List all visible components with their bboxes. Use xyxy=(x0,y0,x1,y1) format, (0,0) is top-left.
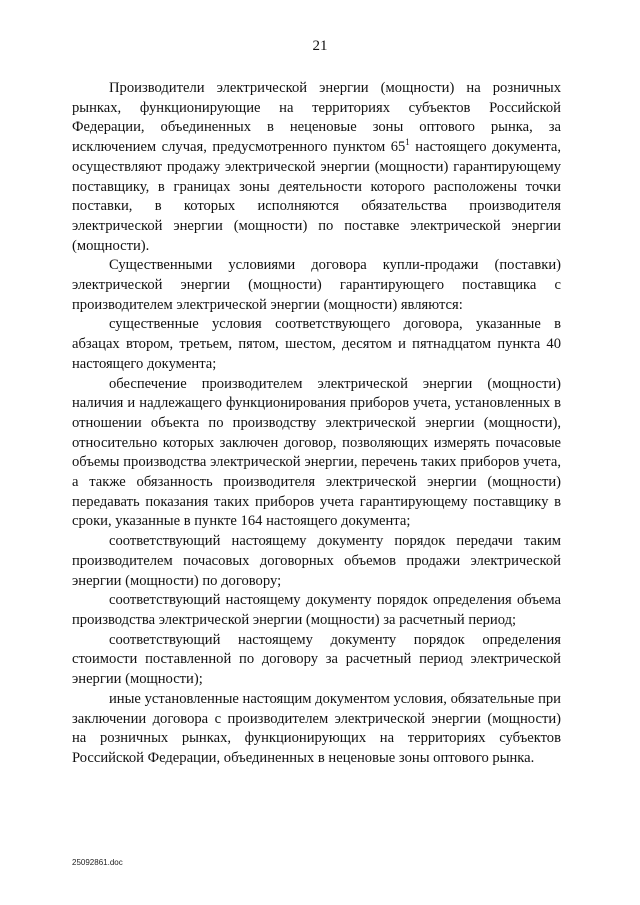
superscript-marker: 1 xyxy=(405,137,410,148)
page-number: 21 xyxy=(312,38,328,54)
document-file-code: 25092861.doc xyxy=(72,858,123,867)
paragraph-1-text-after: настоящего документа, осуществляют продажу электрической энергии (мощности) гарантирующему поставщику, в границах зоны деятельности которого расположены точки поставки, в которых исполняются обязательства производителя электрической энергии (мощности) по поставке электрической энергии (мощности). xyxy=(72,139,562,254)
paragraph-6: соответствующий настоящему документу порядок определения объема производства электрической энергии (мощности) за расчетный период; xyxy=(72,592,561,628)
paragraph-4: обеспечение производителем электрической энергии (мощности) наличия и надлежащего функционирования приборов учета, установленных в отношении объекта по производству электрической энергии (мощности), относительно которых заключен договор, позволяющих измерять почасовые объемы производства электрической энергии, перечень таких приборов учета, а также обязанность производителя электрической энергии (мощности) передавать показания таких приборов учета гарантирующему поставщику в сроки, указанные в пункте 164 настоящего документа; xyxy=(72,375,561,530)
paragraph-1-text-before: Производители электрической энергии (мощности) на розничных рынках, функционирующие на территориях субъектов Российской Федерации, объединенных в неценовые зоны оптового рынка, за исключением случая, предусмотренного пунктом 65 xyxy=(72,80,561,156)
paragraph-7: соответствующий настоящему документу порядок определения стоимости поставленной по договору за расчетный период электрической энергии (мощности); xyxy=(72,631,561,688)
paragraph-3: существенные условия соответствующего договора, указанные в абзацах втором, третьем, пятом, шестом, десятом и пятнадцатом пункта 40 настоящего документа; xyxy=(72,316,561,372)
paragraph-8: иные установленные настоящим документом условия, обязательные при заключении договора с производителем электрической энергии (мощности) на розничных рынках, функционирующих на территориях субъектов Российской Федерации, объединенных в неценовые зоны оптового рынка. xyxy=(72,690,561,766)
paragraph-1 xyxy=(72,79,561,256)
paragraph-5: соответствующий настоящему документу порядок передачи таким производителем почасовых договорных объемов продажи электрической энергии (мощности) по договору; xyxy=(72,533,561,589)
document-body xyxy=(72,79,561,769)
paragraph-2: Существенными условиями договора купли-продажи (поставки) электрической энергии (мощности) гарантирующего поставщика с производителем электрической энергии (мощности) являются: xyxy=(72,257,561,313)
